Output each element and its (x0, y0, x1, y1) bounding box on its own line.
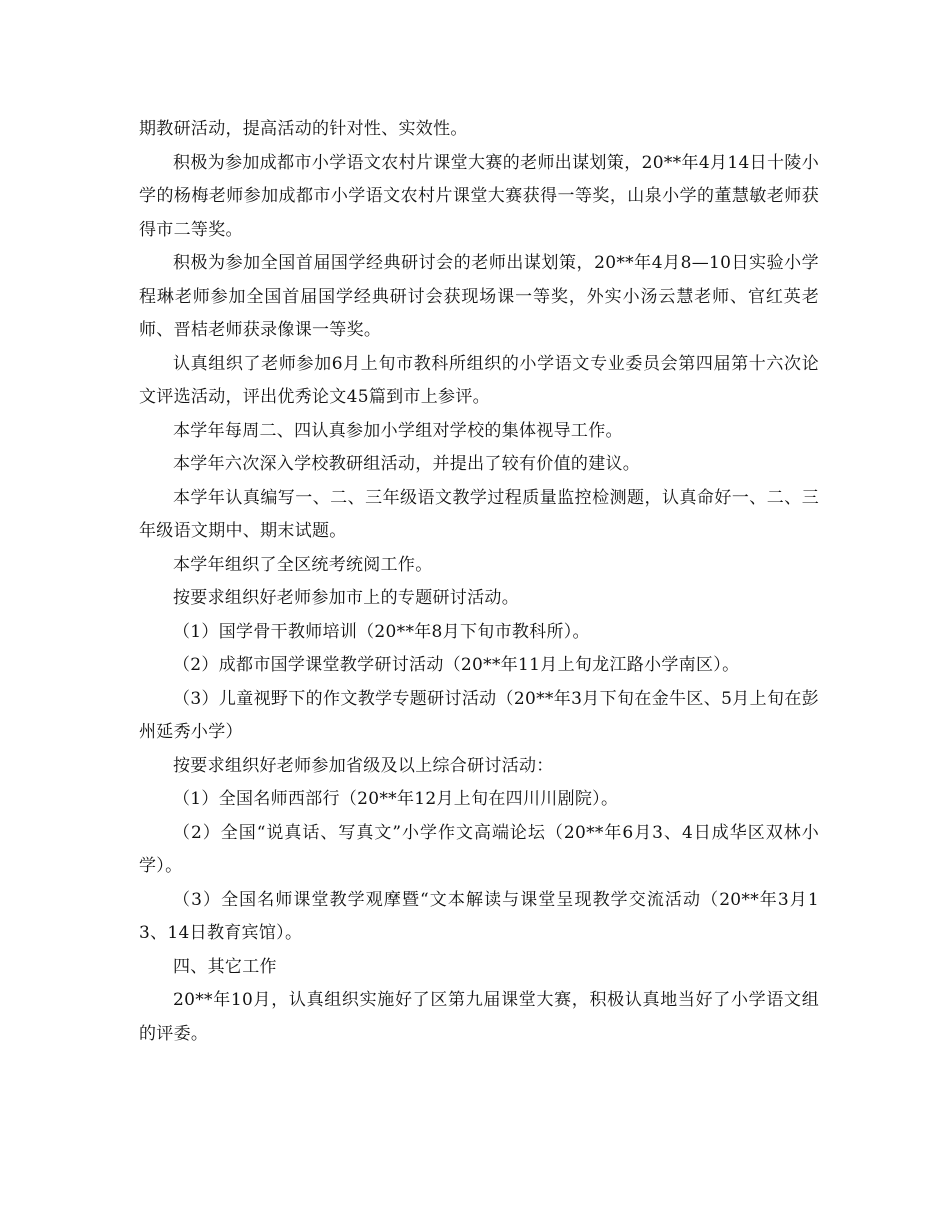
list-item-city-1: （1）国学骨干教师培训（20**年8月下旬市教科所）。 (173, 621, 590, 642)
list-item-provincial-1: （1）全国名师西部行（20**年12月上旬在四川川剧院）。 (173, 789, 619, 809)
paragraph-provincial-intro: 按要求组织好老师参加省级及以上综合研讨活动： (173, 755, 554, 776)
paragraph-chengdu-rural-contest: 积极为参加成都市小学语文农村片课堂大赛的老师出谋划策，20**年4月14日十陵小学的杨梅老师参加成都市小学语文农村片课堂大赛获得一等奖，山泉小学的董慧敏老师获得市二等奖。 (139, 152, 819, 240)
paragraph-research-group: 本学年六次深入学校教研组活动，并提出了较有价值的建议。 (173, 454, 641, 474)
paragraph-test-writing: 本学年认真编写一、二、三年级语文教学过程质量监控检测题，认真命好一、二、三年级语文期中、期末试题。 (139, 487, 819, 541)
section-heading-other-work: 四、其它工作 (173, 956, 277, 977)
paragraph-thesis-selection: 认真组织了老师参加6月上旬市教科所组织的小学语文专业委员会第四届第十六次论文评选活动，评出优秀论文45篇到市上参评。 (139, 353, 819, 407)
paragraph-class-contest: 20**年10月，认真组织实施好了区第九届课堂大赛，积极认真地当好了小学语文组的评委。 (139, 990, 819, 1044)
list-item-city-2: （2）成都市国学课堂教学研讨活动（20**年11月上旬龙江路小学南区）。 (173, 655, 740, 675)
list-item-provincial-3: （3）全国名师课堂教学观摩暨“文本解读与课堂呈现教学交流活动（20**年3月13、14日教育宾馆）。 (139, 889, 819, 943)
document-body (139, 113, 819, 1051)
paragraph-continuation: 期教研活动，提高活动的针对性、实效性。 (139, 119, 468, 139)
list-item-provincial-2: （2）全国“说真话、写真文”小学作文高端论坛（20**年6月3、4日成华区双林小学）。 (139, 822, 819, 876)
list-item-city-3: （3）儿童视野下的作文教学专题研讨活动（20**年3月下旬在金牛区、5月上旬在彭州延秀小学） (139, 688, 819, 742)
paragraph-weekly-inspection: 本学年每周二、四认真参加小学组对学校的集体视导工作。 (173, 420, 623, 441)
paragraph-guoxue-seminar: 积极为参加全国首届国学经典研讨会的老师出谋划策，20**年4月8—10日实验小学程琳老师参加全国首届国学经典研讨会获现场课一等奖，外实小汤云慧老师、官红英老师、晋桔老师获录像课一等奖。 (139, 253, 819, 340)
paragraph-unified-exam: 本学年组织了全区统考统阅工作。 (173, 554, 433, 575)
paragraph-city-activities-intro: 按要求组织好老师参加市上的专题研讨活动。 (173, 588, 519, 608)
